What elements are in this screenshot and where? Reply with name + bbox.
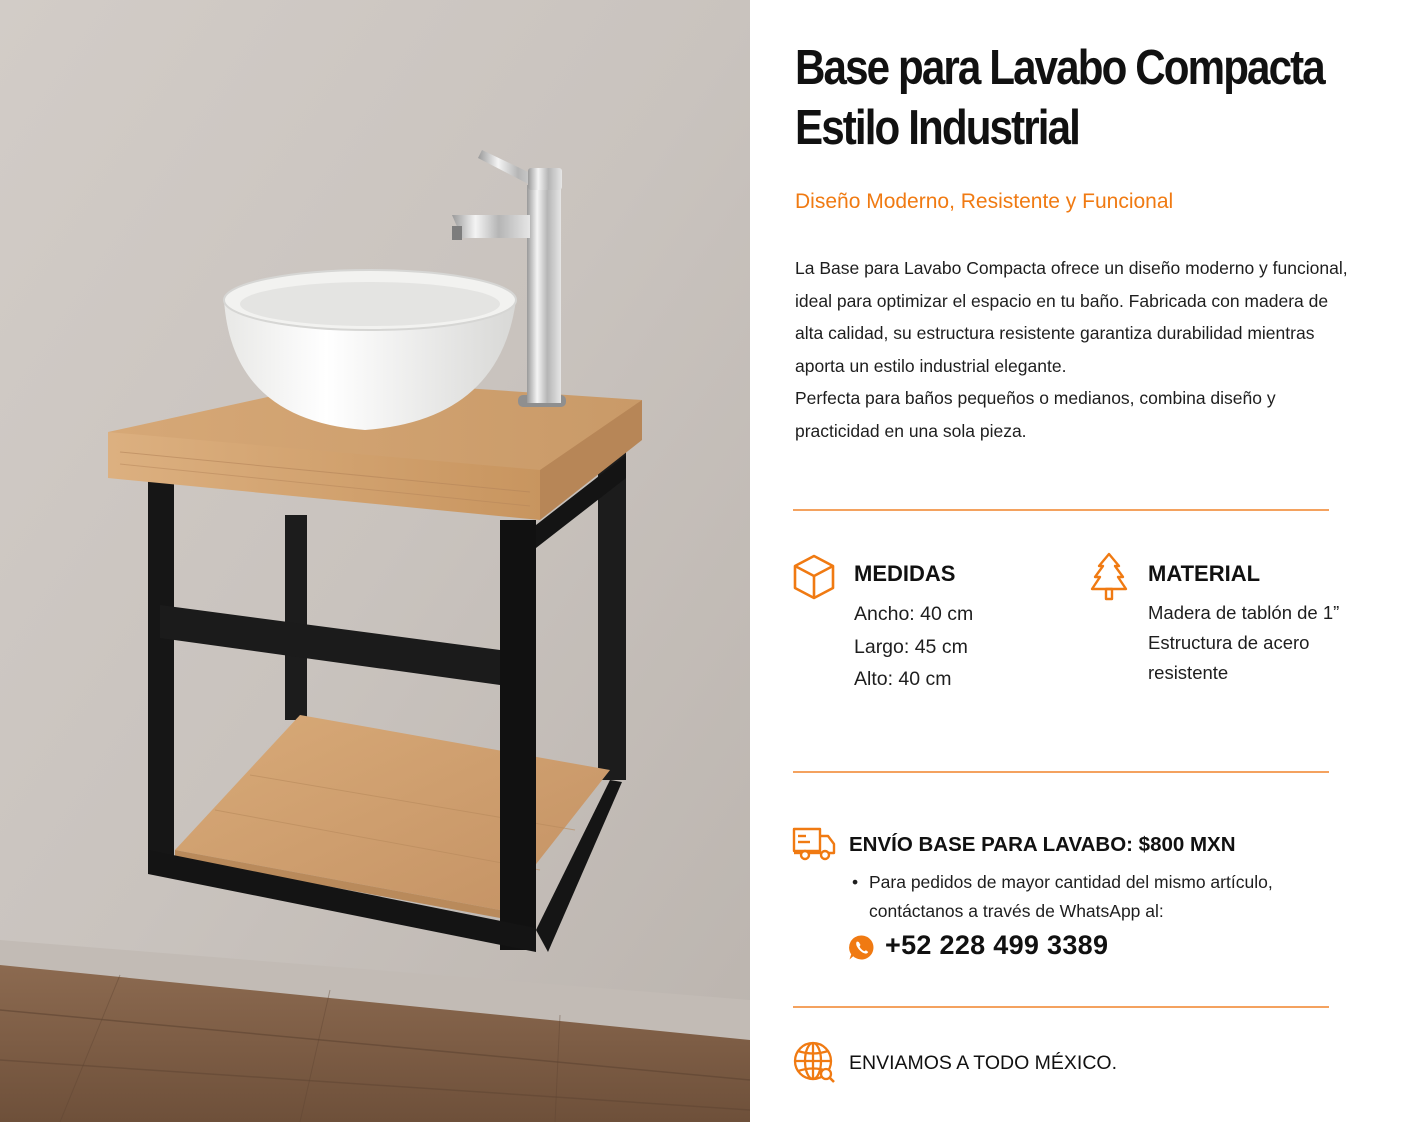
- material-list: [1148, 598, 1348, 688]
- product-title-line2: Estilo Industrial: [795, 101, 1079, 155]
- divider: [793, 1006, 1329, 1008]
- product-info-panel: [750, 0, 1402, 1122]
- product-subtitle: Diseño Moderno, Resistente y Funcional: [795, 190, 1174, 213]
- bullet-dot-icon: •: [852, 872, 859, 892]
- material-title: MATERIAL: [1148, 561, 1261, 586]
- medidas-title: MEDIDAS: [854, 561, 956, 586]
- shipping-bullet-text: Para pedidos de mayor cantidad del mismo artículo, contáctanos a través de WhatsApp al:: [869, 872, 1273, 921]
- medidas-largo: Largo: 45 cm: [854, 635, 968, 658]
- shipping-title: ENVÍO BASE PARA LAVABO: $800 MXN: [849, 833, 1236, 856]
- pine-tree-icon: [1090, 552, 1128, 602]
- whatsapp-phone[interactable]: +52 228 499 3389: [885, 930, 1109, 960]
- nationwide-shipping-text: ENVIAMOS A TODO MÉXICO.: [849, 1052, 1118, 1074]
- product-title-line1: Base para Lavabo Compacta: [795, 41, 1324, 95]
- medidas-list: [854, 598, 973, 696]
- divider: [793, 771, 1329, 773]
- material-estructura: Estructura de acero resistente: [1148, 632, 1310, 683]
- globe-icon: [792, 1040, 836, 1084]
- divider: [793, 509, 1329, 511]
- medidas-ancho: Ancho: 40 cm: [854, 603, 974, 625]
- box-icon: [792, 553, 836, 601]
- medidas-alto: Alto: 40 cm: [854, 668, 952, 690]
- delivery-truck-icon: [792, 826, 836, 862]
- whatsapp-icon: [848, 934, 875, 961]
- description-paragraph-1: La Base para Lavabo Compacta ofrece un diseño moderno y funcional, ideal para optimizar el espacio en tu baño. Fabricada con madera de alta calidad, su estructura resistente garantiza durabilidad mientras aporta un estilo industrial elegante.: [795, 258, 1348, 376]
- shipping-bullet: [852, 868, 1332, 926]
- product-title: [795, 38, 1324, 158]
- product-description: [795, 252, 1355, 448]
- material-madera: Madera de tablón de 1”: [1148, 602, 1340, 623]
- description-paragraph-2: Perfecta para baños pequeños o medianos, combina diseño y practicidad en una sola pieza.: [795, 388, 1276, 441]
